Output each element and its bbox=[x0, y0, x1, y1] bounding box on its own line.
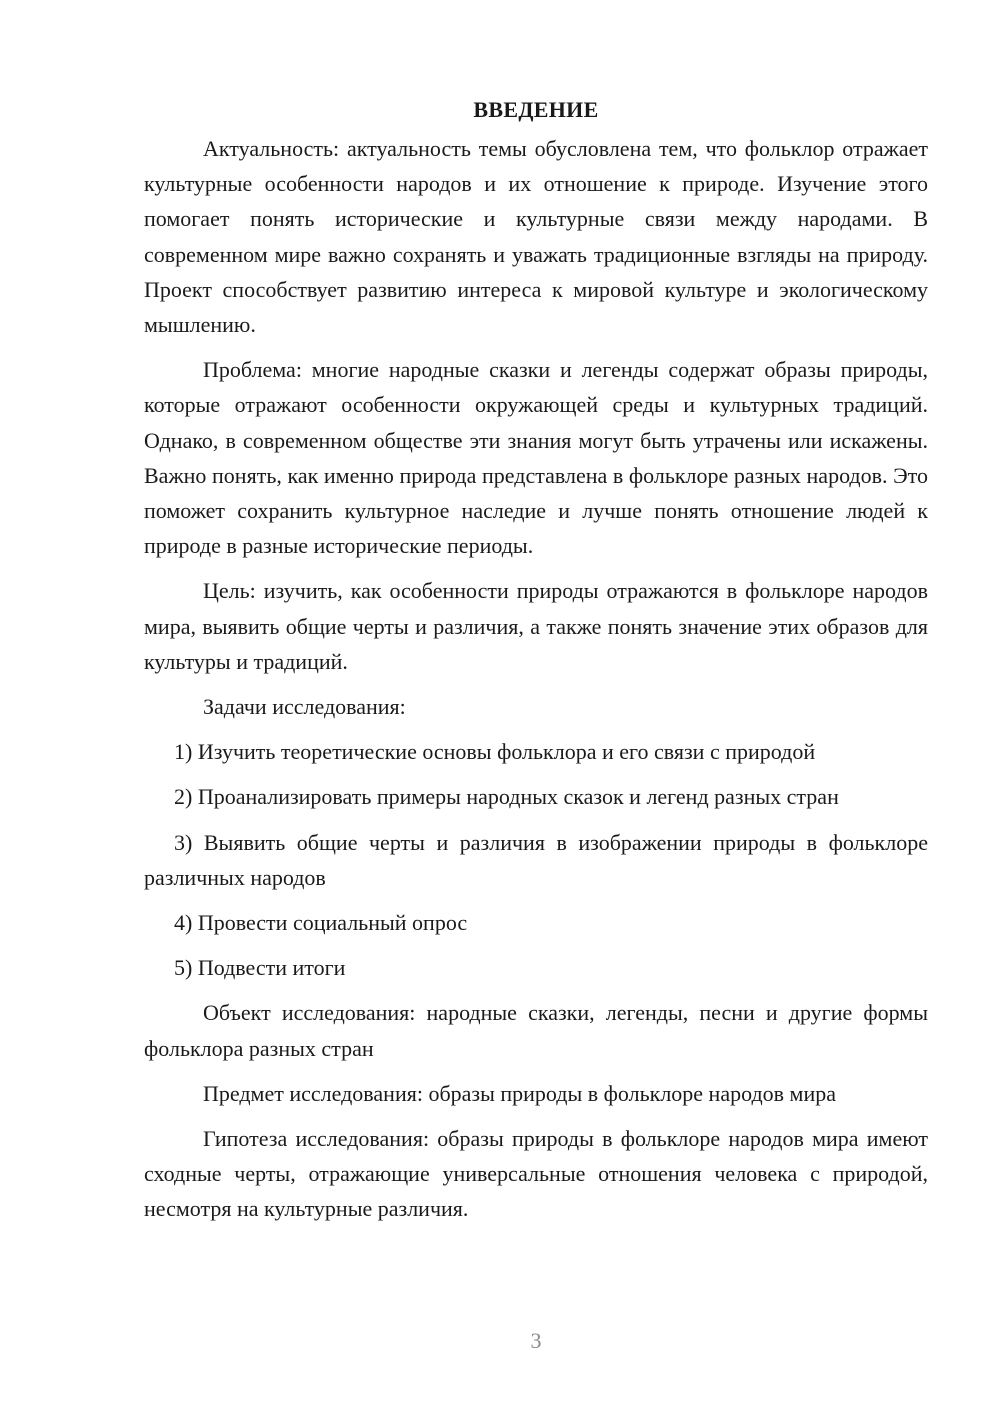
task-item: 2) Проанализировать примеры народных сказок и легенд разных стран bbox=[174, 784, 839, 810]
page-number: 3 bbox=[530, 1328, 542, 1353]
object-paragraph: Объект исследования: народные сказки, легенды, песни и другие формы фольклора разных стран bbox=[144, 1000, 928, 1061]
task-item: 4) Провести социальный опрос bbox=[174, 910, 468, 936]
problem-paragraph: Проблема: многие народные сказки и легенды содержат образы природы, которые отражают особенности окружающей среды и культурных традиций. Однако, в современном обществе эти знания могут быть утрачены или искажены. Важно понять, как именно природа представлена в фольклоре разных народов. Это поможет сохранить культурное наследие и лучше понять отношение людей к природе в разные исторические периоды. bbox=[144, 357, 928, 559]
task-item: 1) Изучить теоретические основы фольклора и его связи с природой bbox=[174, 739, 816, 765]
page-title: ВВЕДЕНИЕ bbox=[473, 97, 599, 122]
relevance-paragraph: Актуальность: актуальность темы обусловлена тем, что фольклор отражает культурные особенности народов и их отношение к природе. Изучение этого помогает понять исторические и культурные связи между народами. В современном мире важно сохранять и уважать традиционные взгляды на природу. Проект способствует развитию интереса к мировой культуре и экологическому мышлению. bbox=[144, 136, 928, 338]
task-item: 3) Выявить общие черты и различия в изображении природы в фольклоре различных народов bbox=[144, 829, 928, 890]
goal-paragraph: Цель: изучить, как особенности природы отражаются в фольклоре народов мира, выявить общие черты и различия, а также понять значение этих образов для культуры и традиций. bbox=[144, 578, 928, 674]
document-page bbox=[144, 92, 928, 1237]
subject-paragraph: Предмет исследования: образы природы в фольклоре народов мира bbox=[203, 1080, 837, 1106]
tasks-heading: Задачи исследования: bbox=[203, 694, 406, 720]
hypothesis-paragraph: Гипотеза исследования: образы природы в фольклоре народов мира имеют сходные черты, отражающие универсальные отношения человека с природой, несмотря на культурные различия. bbox=[144, 1126, 928, 1222]
task-item: 5) Подвести итоги bbox=[174, 955, 346, 981]
